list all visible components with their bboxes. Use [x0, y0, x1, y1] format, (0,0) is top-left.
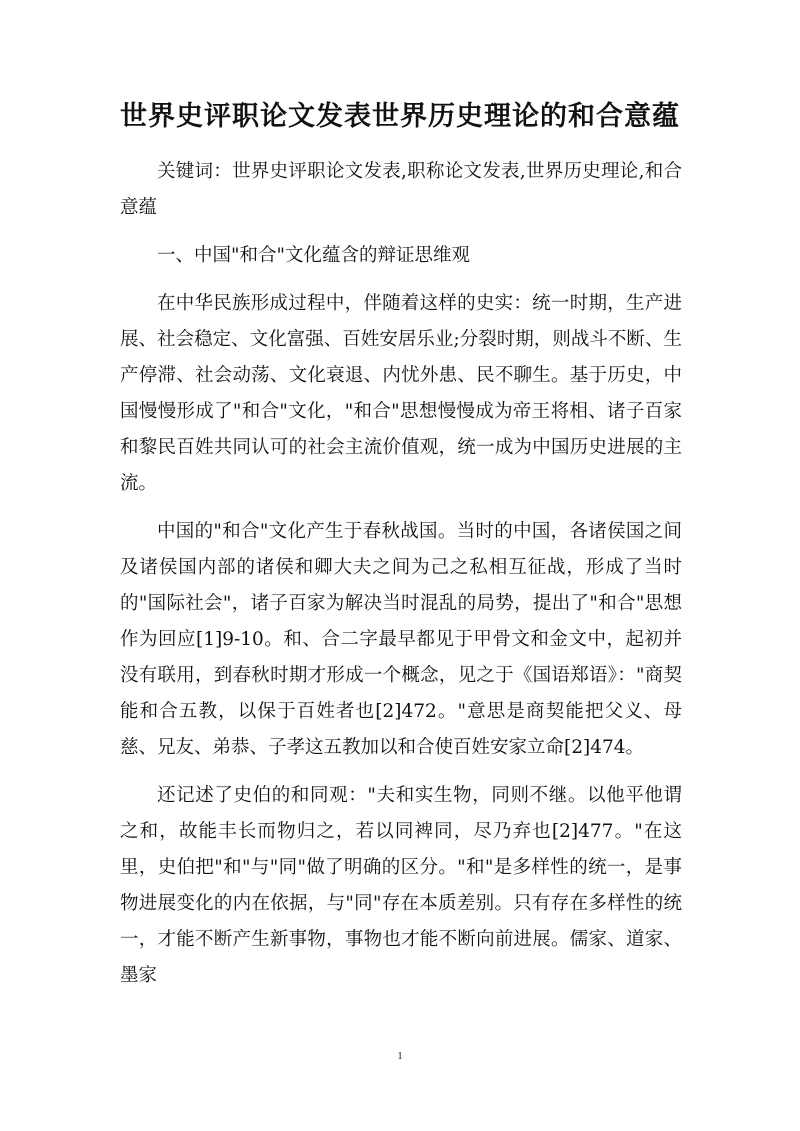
paragraph-1: 在中华民族形成过程中，伴随着这样的史实：统一时期，生产进展、社会稳定、文化富强、百姓安居乐业;分裂时期，则战斗不断、生产停滞、社会动荡、文化衰退、内忧外患、民不聊生。基于历史，中国慢慢形成了"和合"文化，"和合"思想慢慢成为帝王将相、诸子百家和黎民百姓共同认可的社会主流价值观，统一成为中国历史进展的主流。 — [120, 293, 682, 494]
document-body — [120, 154, 682, 1006]
section-heading: 一、中国"和合"文化蕴含的辩证思维观 — [157, 245, 471, 266]
paragraph-2: 中国的"和合"文化产生于春秋战国。当时的中国，各诸侯国之间及诸侯国内部的诸侯和卿大夫之间为己之私相互征战，形成了当时的"国际社会"，诸子百家为解决当时混乱的局势，提出了"和合"思想作为回应[1]9-10。和、合二字最早都见于甲骨文和金文中，起初并没有联用，到春秋时期才形成一个概念，见之于《国语郑语》："商契能和合五教，以保于百姓者也[2]472。"意思是商契能把父义、母慈、兄友、弟恭、子孝这五教加以和合使百姓安家立命[2]474。 — [120, 521, 682, 758]
page-number: 1 — [397, 1050, 403, 1062]
paragraph-3: 还记述了史伯的和同观："夫和实生物，同则不继。以他平他谓之和，故能丰长而物归之，若以同裨同，尽乃弃也[2]477。"在这里，史伯把"和"与"同"做了明确的区分。"和"是多样性的统一，是事物进展变化的内在依据，与"同"存在本质差别。只有存在多样性的统一，才能不断产生新事物，事物也才能不断向前进展。儒家、道家、墨家 — [120, 785, 682, 986]
document-title: 世界史评职论文发表世界历史理论的和合意蕴 — [120, 101, 680, 132]
keywords-line: 关键词：世界史评职论文发表,职称论文发表,世界历史理论,和合意蕴 — [120, 161, 682, 218]
